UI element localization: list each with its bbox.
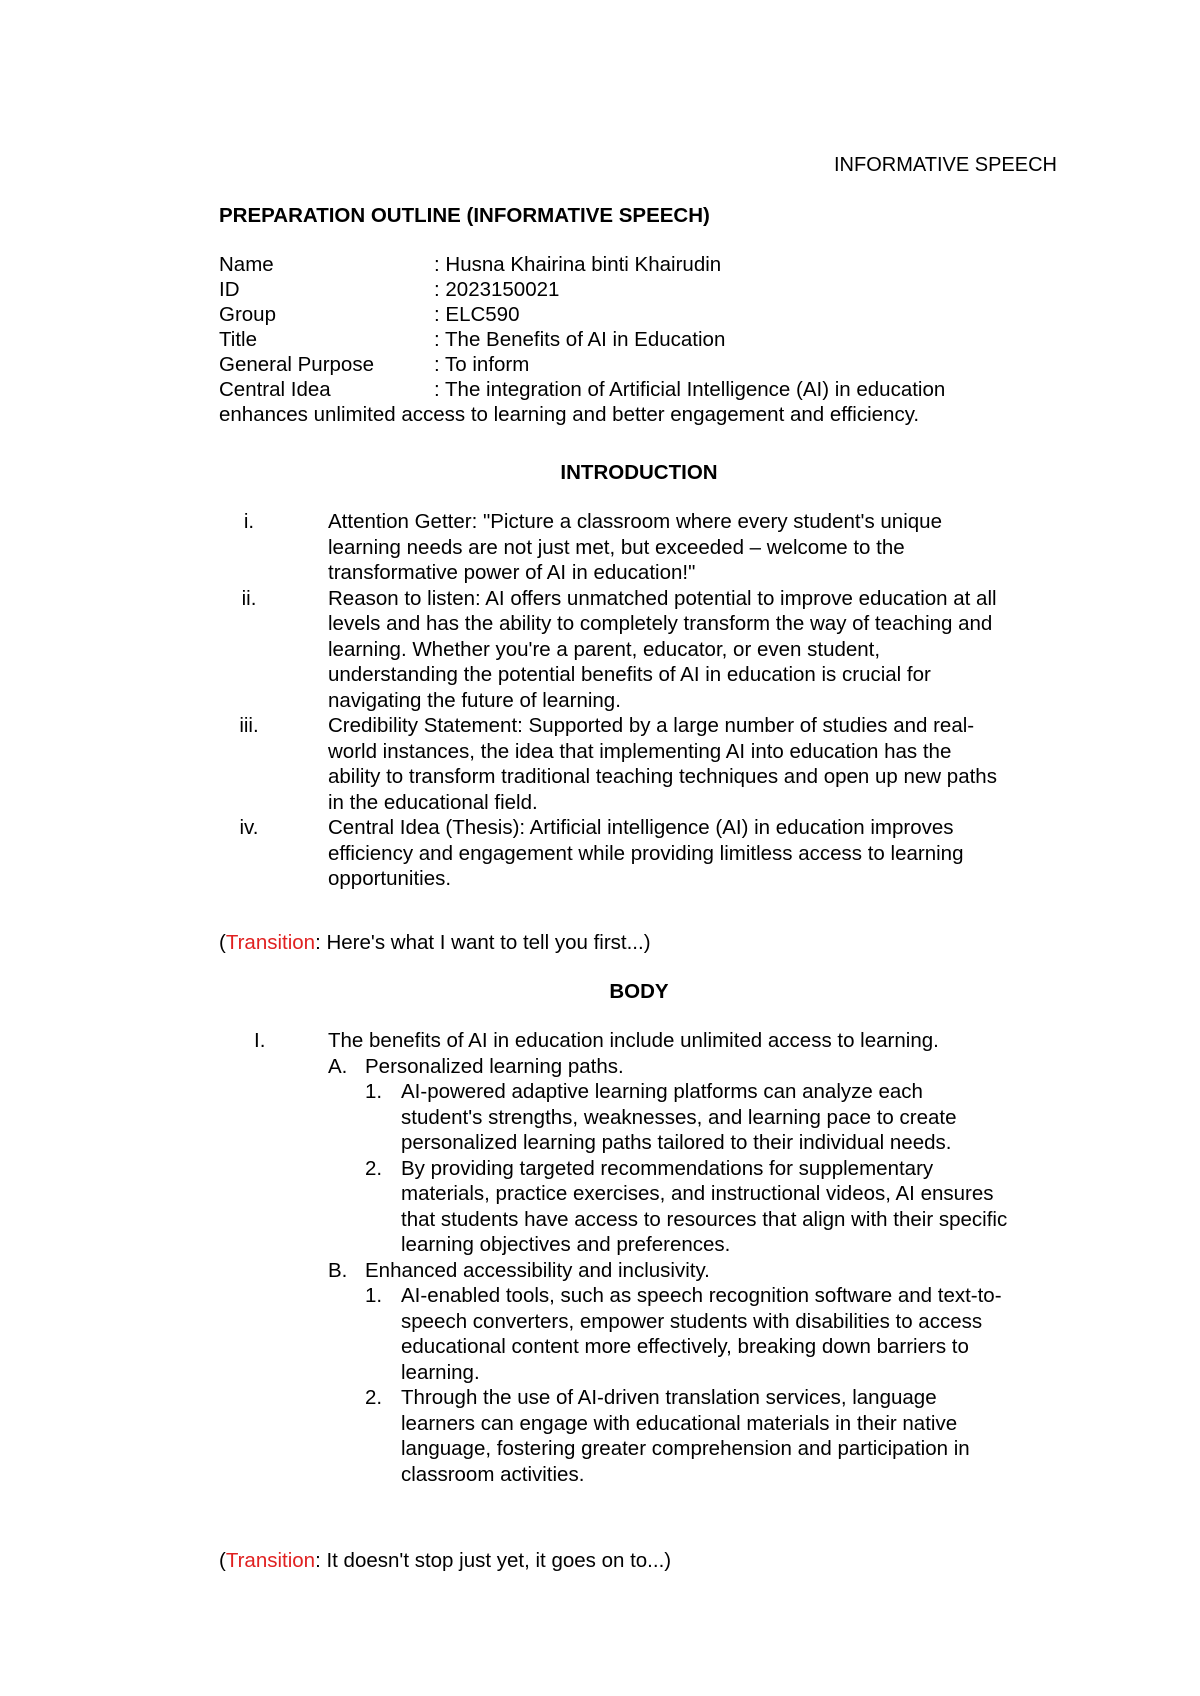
- sub-subpoint-number: 1.: [365, 1080, 383, 1103]
- sub-subpoint-line: language, fostering greater comprehension and participation in: [401, 1437, 970, 1460]
- sub-subpoint-line: that students have access to resources that align with their specific: [401, 1207, 1008, 1231]
- transition-open: (: [219, 931, 226, 954]
- info-block: [219, 252, 1019, 427]
- sub-subpoint-line: learning.: [401, 1360, 480, 1384]
- main-point-text: The benefits of AI in education include unlimited access to learning.: [328, 1029, 939, 1052]
- sub-subpoint-line: Through the use of AI-driven translation services, language: [401, 1386, 937, 1409]
- roman-numeral: ii.: [241, 586, 257, 610]
- intro-item-line: opportunities.: [328, 867, 452, 890]
- intro-item-line: Reason to listen: AI offers unmatched potential to improve education at all: [328, 586, 997, 610]
- intro-item-line: ability to transform traditional teaching techniques and open up new paths: [328, 765, 997, 788]
- roman-numeral: i.: [243, 510, 255, 533]
- name-value: : Husna Khairina binti Khairudin: [434, 253, 722, 276]
- transition-word: Transition: [225, 1549, 316, 1572]
- title-label: Title: [219, 328, 257, 351]
- sub-subpoint-line: learners can engage with educational materials in their native: [401, 1411, 958, 1435]
- body-heading: BODY: [609, 980, 669, 1003]
- sub-subpoint-number: 2.: [365, 1156, 383, 1180]
- transition-text: : It doesn't stop just yet, it goes on to...): [315, 1549, 672, 1572]
- transition-text: : Here's what I want to tell you first...): [315, 931, 651, 954]
- intro-item-line: Central Idea (Thesis): Artificial intelligence (AI) in education improves: [328, 816, 954, 839]
- sub-subpoint-line: student's strengths, weaknesses, and learning pace to create: [401, 1105, 957, 1129]
- sub-subpoint-number: 2.: [365, 1386, 383, 1409]
- intro-item-line: Credibility Statement: Supported by a large number of studies and real-: [328, 714, 975, 737]
- intro-item-line: efficiency and engagement while providing limitless access to learning: [328, 841, 964, 865]
- main-point-number: I.: [254, 1029, 266, 1052]
- purpose-label: General Purpose: [219, 353, 374, 376]
- roman-numeral: iii.: [239, 714, 259, 737]
- transition-open: (: [219, 1549, 226, 1572]
- transition-word: Transition: [225, 931, 316, 954]
- transition-1: [219, 930, 651, 955]
- sub-subpoint-line: classroom activities.: [401, 1462, 585, 1486]
- subpoint-label: B.: [328, 1258, 348, 1282]
- group-label: Group: [219, 303, 276, 326]
- subpoint-text: Enhanced accessibility and inclusivity.: [365, 1258, 710, 1282]
- transition-2: [219, 1548, 671, 1573]
- sub-subpoint-line: learning objectives and preferences.: [401, 1233, 731, 1256]
- roman-numeral: iv.: [239, 816, 259, 839]
- intro-item-line: world instances, the idea that implementing AI into education has the: [328, 739, 952, 763]
- introduction-heading: INTRODUCTION: [560, 461, 718, 484]
- sub-subpoint-number: 1.: [365, 1284, 383, 1307]
- sub-subpoint-line: personalized learning paths tailored to their individual needs.: [401, 1131, 952, 1154]
- header-label: INFORMATIVE SPEECH: [834, 154, 1057, 176]
- intro-item-line: Attention Getter: "Picture a classroom where every student's unique: [328, 510, 942, 533]
- central-idea-continuation: enhances unlimited access to learning and better engagement and efficiency.: [219, 403, 920, 426]
- purpose-value: : To inform: [434, 353, 530, 376]
- intro-item-line: navigating the future of learning.: [328, 688, 621, 712]
- intro-item-line: levels and has the ability to completely transform the way of teaching and: [328, 612, 993, 635]
- subpoint-label: A.: [328, 1054, 348, 1078]
- group-value: : ELC590: [434, 303, 520, 326]
- id-value: : 2023150021: [434, 278, 560, 301]
- sub-subpoint-line: By providing targeted recommendations for supplementary: [401, 1156, 934, 1180]
- sub-subpoint-line: materials, practice exercises, and instructional videos, AI ensures: [401, 1182, 994, 1205]
- sub-subpoint-line: speech converters, empower students with disabilities to access: [401, 1309, 983, 1333]
- name-label: Name: [219, 253, 274, 276]
- title-value: : The Benefits of AI in Education: [434, 328, 726, 351]
- intro-item-line: transformative power of AI in education!": [328, 561, 696, 584]
- central-idea-label: Central Idea: [219, 378, 331, 401]
- intro-item-line: understanding the potential benefits of AI in education is crucial for: [328, 663, 931, 686]
- intro-item-line: in the educational field.: [328, 790, 538, 814]
- outline-title: PREPARATION OUTLINE (INFORMATIVE SPEECH): [219, 204, 710, 227]
- intro-item-line: learning. Whether you're a parent, educator, or even student,: [328, 637, 881, 661]
- intro-item-line: learning needs are not just met, but exceeded – welcome to the: [328, 535, 905, 559]
- sub-subpoint-line: educational content more effectively, breaking down barriers to: [401, 1335, 969, 1358]
- sub-subpoint-line: AI-enabled tools, such as speech recognition software and text-to-: [401, 1284, 1002, 1307]
- id-label: ID: [219, 278, 240, 301]
- sub-subpoint-line: AI-powered adaptive learning platforms can analyze each: [401, 1080, 923, 1103]
- subpoint-text: Personalized learning paths.: [365, 1054, 624, 1078]
- central-idea-value: : The integration of Artificial Intelligence (AI) in education: [434, 378, 946, 401]
